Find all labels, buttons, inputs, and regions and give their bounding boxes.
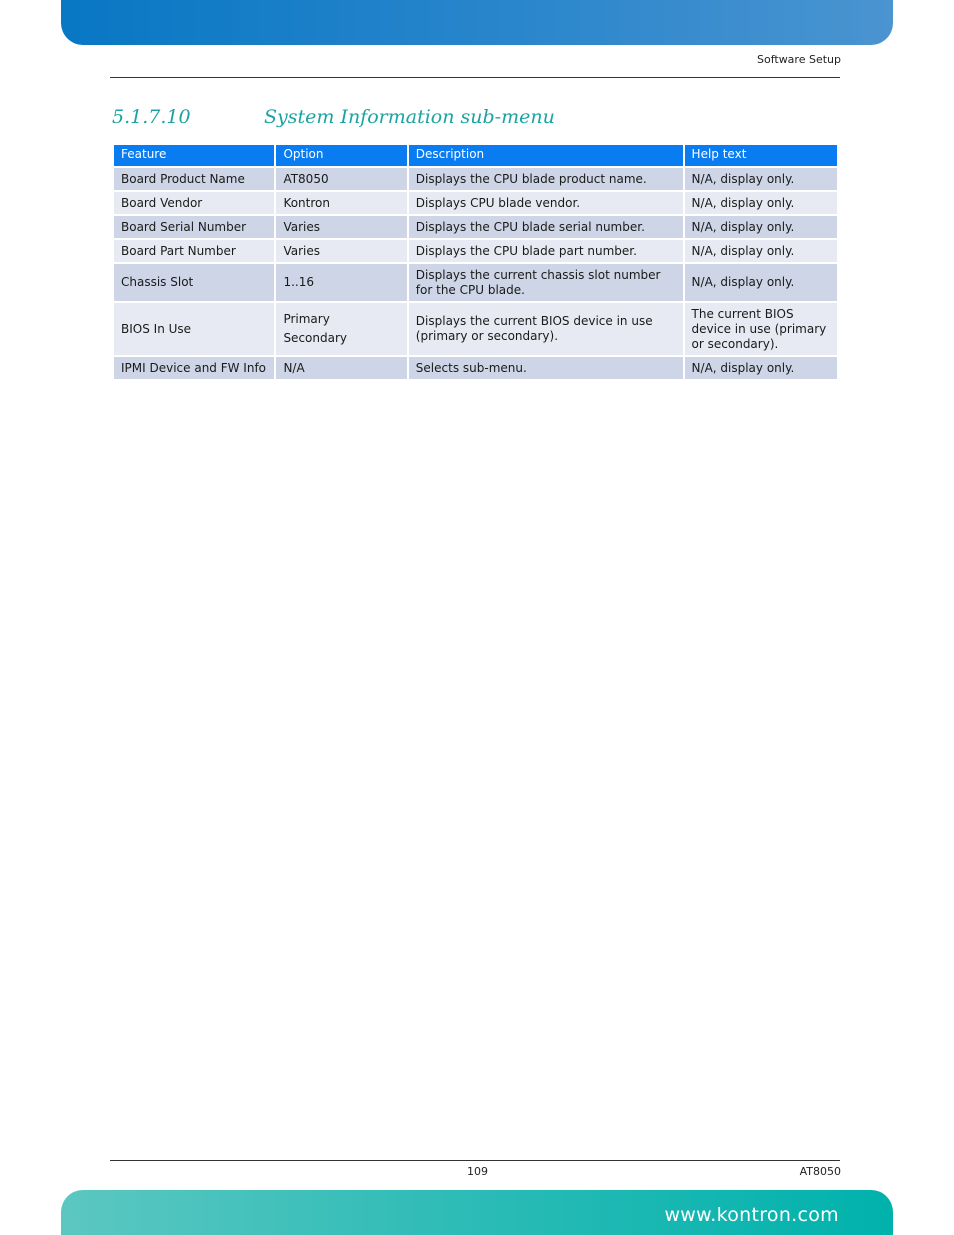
table-row [114,264,837,301]
header-divider [110,77,840,78]
feature-cell: Board Serial Number [114,216,274,238]
header-section-label: Software Setup [756,53,841,66]
table-row [114,192,837,214]
help-text-cell: N/A, display only. [685,357,837,379]
feature-cell: IPMI Device and FW Info [114,357,274,379]
description-cell: Displays the CPU blade part number. [409,240,683,262]
feature-cell: Board Vendor [114,192,274,214]
option-cell: 1..16 [276,264,406,301]
option-line: Primary [283,312,330,326]
help-text-cell: N/A, display only. [685,216,837,238]
option-cell [276,303,406,355]
help-text-cell: N/A, display only. [685,240,837,262]
help-text-cell: N/A, display only. [685,168,837,190]
help-text-cell: N/A, display only. [685,264,837,301]
description-cell: Displays the CPU blade product name. [409,168,683,190]
column-header-description: Description [409,145,683,166]
table-row [114,168,837,190]
page-number: 109 [467,1165,488,1178]
option-cell: Kontron [276,192,406,214]
description-cell: Displays the current BIOS device in use (primary or secondary). [409,303,683,355]
description-cell: Selects sub-menu. [409,357,683,379]
description-cell: Displays the current chassis slot number for the CPU blade. [409,264,683,301]
website-link[interactable]: www.kontron.com [664,1204,839,1226]
product-name: AT8050 [799,1165,841,1178]
table-header-row [114,145,837,166]
system-information-table [112,143,839,381]
option-cell: Varies [276,240,406,262]
table-row [114,357,837,379]
column-header-feature: Feature [114,145,274,166]
bottom-banner [61,1190,893,1235]
feature-cell: BIOS In Use [114,303,274,355]
option-cell: Varies [276,216,406,238]
column-header-help-text: Help text [685,145,837,166]
feature-cell: Chassis Slot [114,264,274,301]
table-row [114,303,837,355]
help-text-cell: N/A, display only. [685,192,837,214]
feature-cell: Board Product Name [114,168,274,190]
description-cell: Displays the CPU blade serial number. [409,216,683,238]
option-cell: AT8050 [276,168,406,190]
column-header-option: Option [276,145,406,166]
feature-cell: Board Part Number [114,240,274,262]
help-text-cell: The current BIOS device in use (primary or secondary). [685,303,837,355]
section-title: System Information sub-menu [264,106,555,128]
option-line: Secondary [283,331,347,345]
description-cell: Displays CPU blade vendor. [409,192,683,214]
table-row [114,216,837,238]
footer-divider [110,1160,840,1161]
section-number: 5.1.7.10 [112,106,191,128]
top-banner [61,0,893,45]
option-cell: N/A [276,357,406,379]
table-row [114,240,837,262]
